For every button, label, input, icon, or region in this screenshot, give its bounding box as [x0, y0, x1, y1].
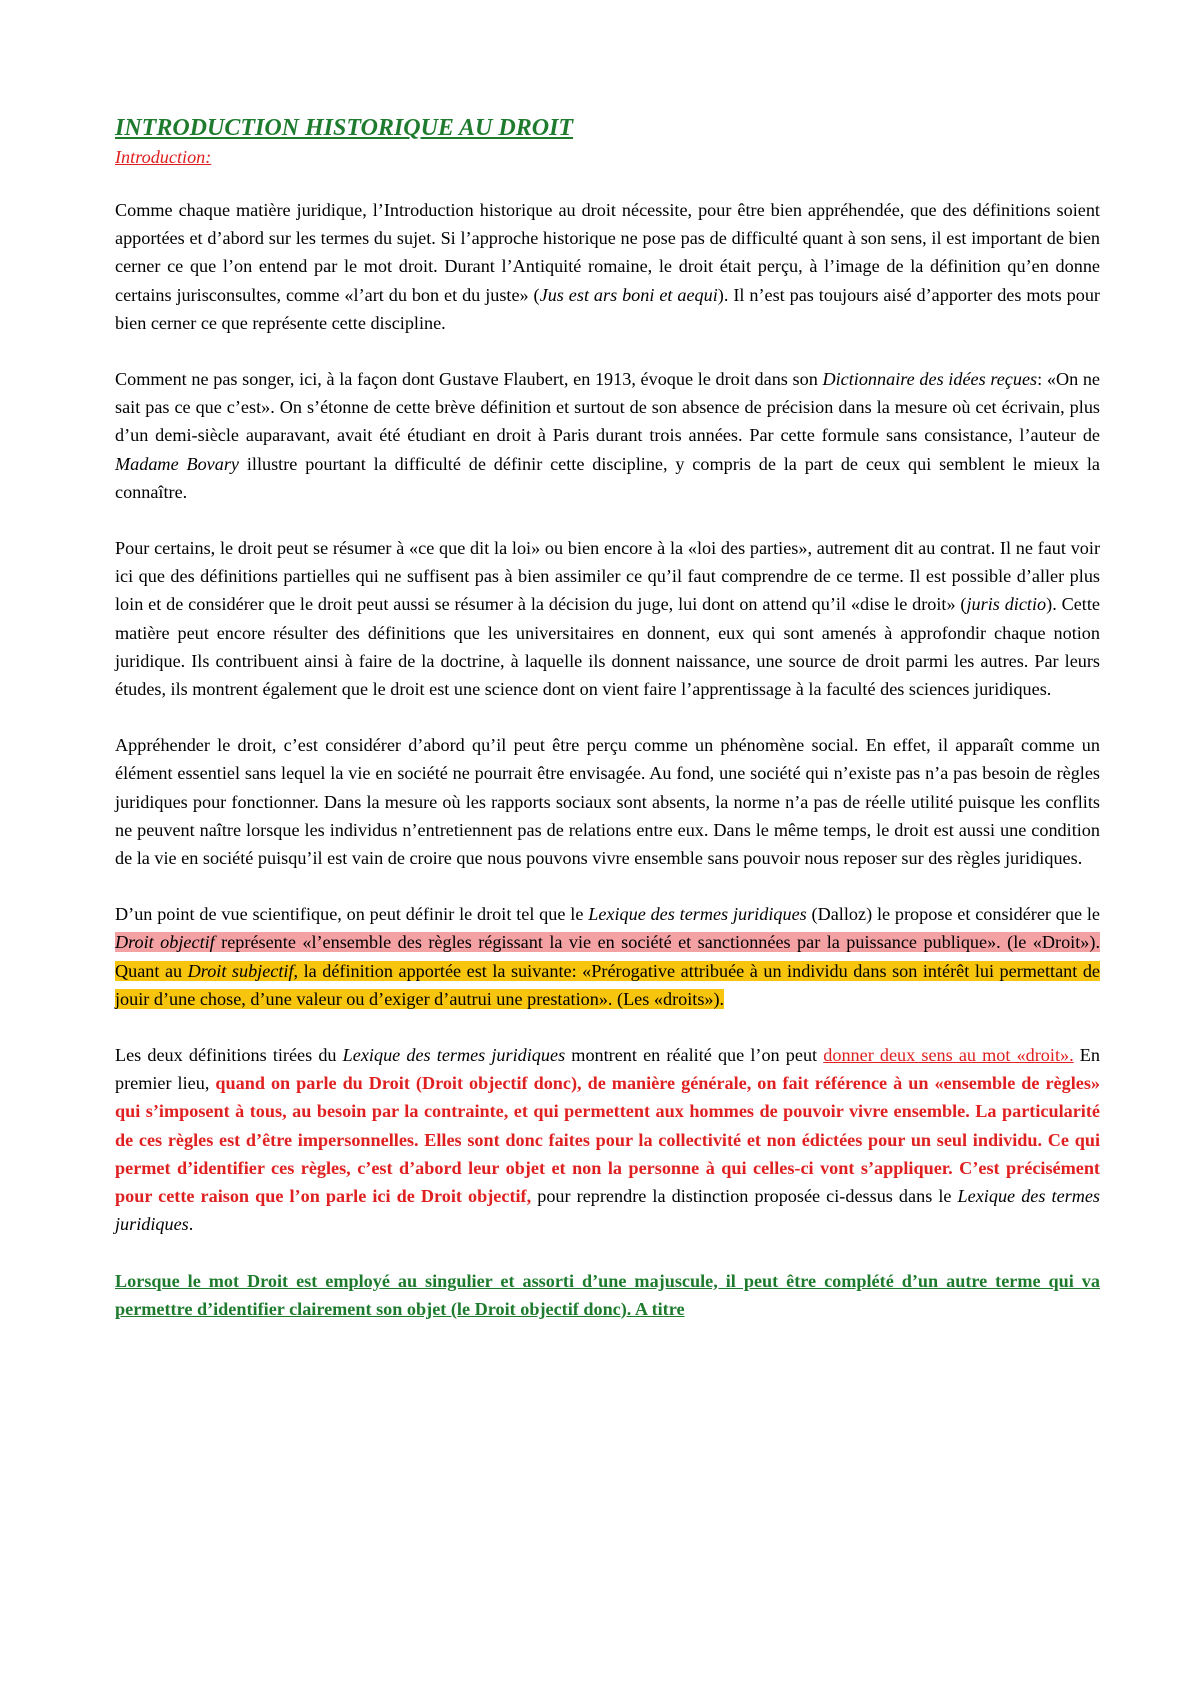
paragraph-6-lexique-title-2: Lexique des termes juridiques [115, 1186, 1100, 1235]
paragraph-6 [115, 1041, 1100, 1238]
paragraph-5 [115, 900, 1100, 1013]
paragraph-5-text-b: (Dalloz) le propose et considérer que le [806, 904, 1100, 925]
droit-objectif-highlight [115, 932, 1100, 952]
paragraph-1 [115, 196, 1100, 337]
paragraph-2-text-a: Comment ne pas songer, ici, à la façon dont Gustave Flaubert, en 1913, évoque le droit dans son [115, 369, 823, 390]
paragraph-2 [115, 365, 1100, 506]
paragraph-5-text-a: D’un point de vue scientifique, on peut définir le droit tel que le [115, 904, 589, 925]
paragraph-3-text-b: ). Cette matière peut encore résulter des définitions que les universitaires en donnent, eux qui sont amenés à approfondir chaque notion juridique. Ils contribuent ainsi à faire de la doctrine, à laquelle ils donnent naissance, une source de droit parmi les autres. Par leurs études, ils montrent également que le droit est une science dont on vient faire l’apprentissage à la faculté des sciences juridiques. [115, 594, 1100, 700]
paragraph-6-text-b: montrent en réalité que l’on peut [565, 1045, 824, 1066]
droit-subjectif-highlight [115, 961, 1100, 1009]
paragraph-1-text-b: ). Il n’est pas toujours aisé d’apporter des mots pour bien cerner ce que représente cette discipline. [115, 284, 1100, 333]
paragraph-5-lexique-title: Lexique des termes juridiques [588, 904, 807, 925]
paragraph-3-latin-phrase: juris dictio [966, 594, 1047, 615]
paragraph-3-text-a: Pour certains, le droit peut se résumer à «ce que dit la loi» ou bien encore à la «loi des parties», autrement dit au contrat. Il ne faut voir ici que des définitions partielles qui ne suffisent pas à bien assimiler ce qu’il faut comprendre de ce terme. Il est possible d’aller plus loin et de considérer que le droit peut aussi se résumer à la décision du juge, lui dont on attend qu’il «dise le droit» ( [115, 538, 1100, 615]
document-subtitle: Introduction: [115, 147, 212, 167]
droit-subjectif-term: Droit subjectif [187, 960, 294, 981]
two-meanings-phrase: donner deux sens au mot «droit». [823, 1045, 1074, 1066]
paragraph-6-lexique-title: Lexique des termes juridiques [342, 1045, 566, 1066]
paragraph-2-text-b: : «On ne sait pas ce que c’est». On s’étonne de cette brève définition et surtout de son absence de précision dans la mesure où cet écrivain, plus d’un demi-siècle auparavant, avait été étudiant en droit à Paris durant trois années. Par cette formule sans consistance, l’auteur de [115, 369, 1101, 446]
paragraph-7: Lorsque le mot Droit est employé au singulier et assorti d’une majuscule, il peut être complété d’un autre terme qui va permettre d’identifier clairement son objet (le Droit objectif donc). A titre [115, 1270, 1100, 1319]
paragraph-2-text-c: illustre pourtant la difficulté de définir cette discipline, y compris de la part de ceux qui semblent le mieux la connaître. [115, 453, 1100, 502]
paragraph-1-text-a: Comme chaque matière juridique, l’Introduction historique au droit nécessite, pour être bien appréhendée, que des définitions soient apportées et d’abord sur les termes du sujet. Si l’approche historique ne pose pas de difficulté quant à son sens, il est important de bien cerner ce que l’on entend par le mot droit. Durant l’Antiquité romaine, le droit était perçu, à l’image de la définition qu’en donne certains jurisconsultes, comme «l’art du bon et du juste» ( [115, 200, 1100, 305]
document-page [115, 112, 1100, 1351]
paragraph-3 [115, 534, 1100, 703]
paragraph-6-text-e: . [188, 1214, 194, 1235]
droit-objectif-definition: représente «l’ensemble des règles régissant la vie en société et sanctionnées par la puissance publique». (le «Droit»). [214, 932, 1100, 953]
paragraph-2-book-title: Dictionnaire des idées reçues [822, 369, 1038, 390]
droit-subjectif-definition: , la définition apportée est la suivante: «Prérogative attribuée à un individu dans son intérêt lui permettant de jouir d’une chose, d’une valeur ou d’exiger d’autrui une prestation». (Les «droits»). [115, 960, 1100, 1009]
droit-objectif-explanation: quand on parle du Droit (Droit objectif donc), de manière générale, on fait référence à un «ensemble de règles» qui s’imposent à tous, au besoin par la contrainte, et qui permettent aux hommes de pouvoir vivre ensemble. La particularité de ces règles est d’être impersonnelles. Elles sont donc faites pour la collectivité et non édictées pour un seul individu. Ce qui permet d’identifier ces règles, c’est d’abord leur objet et non la personne à qui celles-ci vont s’appliquer. C’est précisément pour cette raison que l’on parle ici de Droit objectif, [115, 1073, 1100, 1207]
paragraph-6-text-a: Les deux définitions tirées du [115, 1045, 343, 1066]
paragraph-6-text-d: pour reprendre la distinction proposée ci-dessus dans le [531, 1186, 958, 1207]
paragraph-4: Appréhender le droit, c’est considérer d’abord qu’il peut être perçu comme un phénomène social. En effet, il apparaît comme un élément essentiel sans lequel la vie en société ne pourrait être envisagée. Au fond, une société qui n’existe pas n’a pas besoin de règles juridiques pour fonctionner. Dans la mesure où les rapports sociaux sont absents, la norme n’a pas de réelle utilité puisque les conflits ne peuvent naître lorsque les individus n’entretiennent pas de relations entre eux. Dans le même temps, le droit est aussi une condition de la vie en société puisqu’il est vain de croire que nous pouvons vivre ensemble sans pouvoir nous reposer sur des règles juridiques. [115, 735, 1100, 869]
droit-subjectif-intro: Quant au [115, 960, 188, 981]
paragraph-6-text-c: En premier lieu, [115, 1045, 1100, 1094]
droit-objectif-term: Droit objectif [115, 932, 215, 953]
paragraph-2-novel-title: Madame Bovary [115, 453, 239, 474]
document-title: INTRODUCTION HISTORIQUE AU DROIT [115, 115, 574, 141]
paragraph-1-latin-phrase: Jus est ars boni et aequi [539, 284, 718, 305]
